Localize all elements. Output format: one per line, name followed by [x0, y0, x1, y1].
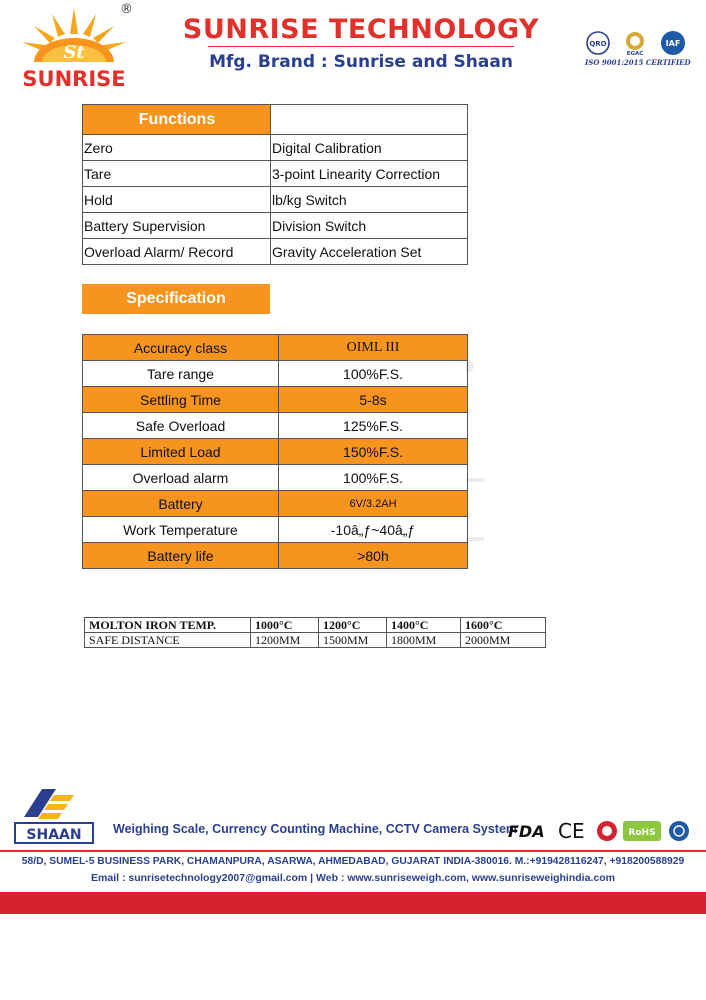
- sunrise-logo: [12, 6, 137, 92]
- spec-label: Settling Time: [83, 387, 279, 413]
- watermark-fragment: [466, 478, 484, 482]
- iron-cell: 1800MM: [387, 633, 461, 648]
- qro-badge: QRO: [589, 40, 607, 48]
- fda-badge: FDA: [508, 822, 545, 841]
- spec-value: 6V/3.2AH: [279, 491, 468, 517]
- function-cell: Tare: [83, 161, 271, 187]
- spec-value: 100%F.S.: [279, 361, 468, 387]
- shaan-brand: SHAAN: [26, 827, 82, 843]
- iron-header-cell: 1400°C: [387, 618, 461, 633]
- table-row: [83, 187, 468, 213]
- spec-label: Work Temperature: [83, 517, 279, 543]
- spec-label: Tare range: [83, 361, 279, 387]
- table-row: [83, 465, 468, 491]
- certification-badges: [585, 30, 690, 56]
- watermark-fragment: [466, 537, 484, 541]
- iso-certified-text: ISO 9001:2015 CERTIFIED: [585, 58, 691, 67]
- iron-cell: 2000MM: [461, 633, 546, 648]
- logo-word: SUNRISE: [22, 67, 126, 91]
- specification-table: [82, 334, 468, 569]
- iron-header-cell: 1000°C: [251, 618, 319, 633]
- footer-tagline: Weighing Scale, Currency Counting Machine, CCTV Camera System: [113, 822, 518, 836]
- table-row: [83, 361, 468, 387]
- spec-value: OIML III: [279, 335, 468, 361]
- footer-contact: Email : sunrisetechnology2007@gmail.com | Web : www.sunriseweigh.com, www.sunriseweighindia.com: [91, 872, 615, 884]
- specification-heading: Specification: [82, 284, 270, 314]
- spec-label: Limited Load: [83, 439, 279, 465]
- functions-heading-blank: [271, 105, 468, 135]
- table-row: [83, 387, 468, 413]
- table-row: [83, 161, 468, 187]
- spec-label: Accuracy class: [83, 335, 279, 361]
- table-row: [83, 517, 468, 543]
- iron-cell: 1500MM: [319, 633, 387, 648]
- table-row: [83, 413, 468, 439]
- spec-value: 100%F.S.: [279, 465, 468, 491]
- mfg-brand: Mfg. Brand : Sunrise and Shaan: [209, 52, 513, 72]
- spec-label: Safe Overload: [83, 413, 279, 439]
- table-row: [83, 491, 468, 517]
- spec-value: 150%F.S.: [279, 439, 468, 465]
- ce-badge: CE: [558, 819, 585, 843]
- function-cell: Battery Supervision: [83, 213, 271, 239]
- function-cell: Zero: [83, 135, 271, 161]
- table-row: [83, 135, 468, 161]
- spec-value: 125%F.S.: [279, 413, 468, 439]
- function-cell: Gravity Acceleration Set: [271, 239, 468, 265]
- title-underline: [208, 46, 514, 47]
- functions-header-row: [83, 105, 468, 135]
- iron-header-cell: 1200°C: [319, 618, 387, 633]
- registered-mark: ®: [120, 2, 133, 17]
- function-cell: Overload Alarm/ Record: [83, 239, 271, 265]
- table-row: [85, 633, 546, 648]
- spec-value: 5-8s: [279, 387, 468, 413]
- iron-header-cell: 1600°C: [461, 618, 546, 633]
- functions-table: [82, 104, 468, 265]
- spec-label: Battery life: [83, 543, 279, 569]
- iron-cell: SAFE DISTANCE: [85, 633, 251, 648]
- footer-red-bar: [0, 892, 706, 914]
- rohs-badge: RoHS: [628, 828, 656, 838]
- table-row: [83, 439, 468, 465]
- footer-address: 58/D, SUMEL-5 BUSINESS PARK, CHAMANPURA, ASARWA, AHMEDABAD, GUJARAT INDIA-380016. M.:+919428116247, +918200588929: [21, 856, 685, 867]
- function-cell: 3-point Linearity Correction: [271, 161, 468, 187]
- company-name: SUNRISE TECHNOLOGY: [182, 14, 540, 45]
- table-row: [85, 618, 546, 633]
- spec-label: Overload alarm: [83, 465, 279, 491]
- table-row: [83, 213, 468, 239]
- spec-value: -10â„ƒ~40â„ƒ: [279, 517, 468, 543]
- egac-badge: EGAC: [626, 51, 644, 56]
- molten-iron-table: [84, 617, 546, 648]
- table-row: [83, 543, 468, 569]
- spec-value: >80h: [279, 543, 468, 569]
- table-row: [83, 239, 468, 265]
- logo-initials: St: [63, 42, 85, 63]
- table-row: [83, 335, 468, 361]
- function-cell: Hold: [83, 187, 271, 213]
- function-cell: lb/kg Switch: [271, 187, 468, 213]
- spec-label: Battery: [83, 491, 279, 517]
- compliance-badges: [508, 818, 693, 844]
- footer-divider: [0, 850, 706, 852]
- function-cell: Digital Calibration: [271, 135, 468, 161]
- iaf-badge: IAF: [665, 39, 681, 48]
- function-cell: Division Switch: [271, 213, 468, 239]
- shaan-logo: [12, 787, 96, 845]
- functions-heading: Functions: [83, 105, 271, 135]
- iron-header-cell: MOLTON IRON TEMP.: [85, 618, 251, 633]
- iron-cell: 1200MM: [251, 633, 319, 648]
